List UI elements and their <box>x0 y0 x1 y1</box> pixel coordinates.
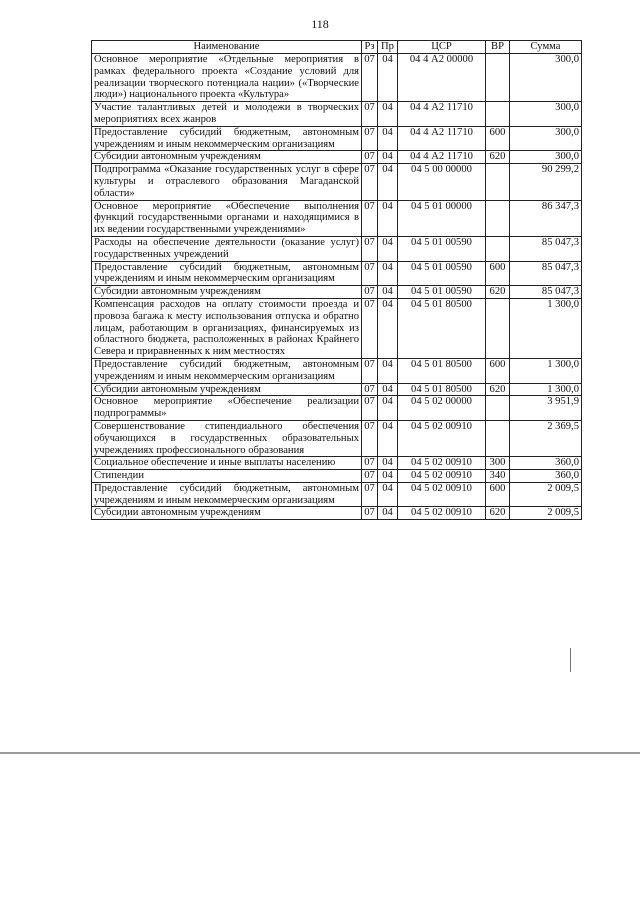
cell-vr <box>486 236 510 261</box>
header-name: Наименование <box>92 41 362 54</box>
table-row <box>92 482 582 507</box>
cell-name: Совершенствование стипендиального обеспечения обучающихся в государственных образовательных учреждениях профессионального образования <box>92 420 362 456</box>
cell-name: Расходы на обеспечение деятельности (оказание услуг) государственных учреждений <box>92 236 362 261</box>
cell-pr: 04 <box>378 482 398 507</box>
cell-sum: 1 300,0 <box>510 298 582 358</box>
cell-rz: 07 <box>362 457 378 470</box>
table-row <box>92 470 582 483</box>
cell-name: Участие талантливых детей и молодежи в творческих мероприятиях всех жанров <box>92 102 362 127</box>
cell-rz: 07 <box>362 126 378 151</box>
cell-csr: 04 4 А2 11710 <box>398 151 486 164</box>
cell-csr: 04 5 02 00910 <box>398 507 486 520</box>
cell-name: Субсидии автономным учреждениям <box>92 151 362 164</box>
header-rz: Рз <box>362 41 378 54</box>
cell-sum: 300,0 <box>510 151 582 164</box>
cell-sum: 2 009,5 <box>510 482 582 507</box>
scan-mark <box>570 648 571 672</box>
cell-csr: 04 5 02 00910 <box>398 457 486 470</box>
table-row <box>92 457 582 470</box>
page-divider <box>0 752 640 754</box>
cell-csr: 04 4 А2 11710 <box>398 126 486 151</box>
cell-csr: 04 5 01 80500 <box>398 298 486 358</box>
cell-name: Субсидии автономным учреждениям <box>92 383 362 396</box>
cell-rz: 07 <box>362 164 378 200</box>
cell-name: Основное мероприятие «Отдельные мероприятия в рамках федерального проекта «Создание условий для реализации творческого потенциала нации» («Творческие люди») национального проекта «Культура» <box>92 54 362 102</box>
cell-vr <box>486 164 510 200</box>
cell-rz: 07 <box>362 286 378 299</box>
cell-rz: 07 <box>362 54 378 102</box>
cell-vr: 340 <box>486 470 510 483</box>
table-row <box>92 286 582 299</box>
table-row <box>92 507 582 520</box>
cell-rz: 07 <box>362 236 378 261</box>
cell-rz: 07 <box>362 200 378 236</box>
cell-sum: 85 047,3 <box>510 286 582 299</box>
cell-sum: 2 009,5 <box>510 507 582 520</box>
cell-sum: 85 047,3 <box>510 236 582 261</box>
cell-rz: 07 <box>362 358 378 383</box>
cell-name: Предоставление субсидий бюджетным, автономным учреждениям и иным некоммерческим организациям <box>92 482 362 507</box>
cell-rz: 07 <box>362 420 378 456</box>
cell-pr: 04 <box>378 420 398 456</box>
cell-pr: 04 <box>378 298 398 358</box>
cell-sum: 3 951,9 <box>510 396 582 421</box>
cell-sum: 2 369,5 <box>510 420 582 456</box>
cell-name: Социальное обеспечение и иные выплаты населению <box>92 457 362 470</box>
cell-sum: 85 047,3 <box>510 261 582 286</box>
cell-rz: 07 <box>362 151 378 164</box>
cell-name: Стипендии <box>92 470 362 483</box>
cell-csr: 04 5 01 80500 <box>398 358 486 383</box>
cell-rz: 07 <box>362 261 378 286</box>
cell-csr: 04 5 01 80500 <box>398 383 486 396</box>
cell-vr: 600 <box>486 261 510 286</box>
table-row <box>92 200 582 236</box>
cell-csr: 04 4 А2 00000 <box>398 54 486 102</box>
cell-csr: 04 5 02 00910 <box>398 470 486 483</box>
cell-vr: 620 <box>486 286 510 299</box>
cell-vr: 600 <box>486 126 510 151</box>
cell-csr: 04 5 02 00000 <box>398 396 486 421</box>
cell-vr <box>486 396 510 421</box>
table-row <box>92 358 582 383</box>
cell-vr: 620 <box>486 507 510 520</box>
cell-pr: 04 <box>378 396 398 421</box>
cell-csr: 04 4 А2 11710 <box>398 102 486 127</box>
cell-sum: 360,0 <box>510 470 582 483</box>
cell-vr <box>486 54 510 102</box>
table-body <box>92 54 582 520</box>
cell-sum: 90 299,2 <box>510 164 582 200</box>
table-row <box>92 420 582 456</box>
table-row <box>92 298 582 358</box>
cell-sum: 300,0 <box>510 102 582 127</box>
header-pr: Пр <box>378 41 398 54</box>
cell-pr: 04 <box>378 54 398 102</box>
page-number: 118 <box>311 17 329 31</box>
cell-name: Предоставление субсидий бюджетным, автономным учреждениям и иным некоммерческим организациям <box>92 126 362 151</box>
cell-pr: 04 <box>378 200 398 236</box>
cell-name: Субсидии автономным учреждениям <box>92 507 362 520</box>
cell-sum: 360,0 <box>510 457 582 470</box>
cell-pr: 04 <box>378 102 398 127</box>
cell-csr: 04 5 02 00910 <box>398 482 486 507</box>
table-row <box>92 54 582 102</box>
cell-csr: 04 5 02 00910 <box>398 420 486 456</box>
cell-name: Подпрограмма «Оказание государственных услуг в сфере культуры и отраслевого образования Магаданской области» <box>92 164 362 200</box>
cell-rz: 07 <box>362 470 378 483</box>
cell-vr: 620 <box>486 383 510 396</box>
cell-name: Компенсация расходов на оплату стоимости проезда и провоза багажа к месту использования отпуска и обратно лицам, работающим в организациях, финансируемых из областного бюджета, расположенных в районах Крайнего Севера и приравненных к ним местностях <box>92 298 362 358</box>
cell-rz: 07 <box>362 507 378 520</box>
cell-rz: 07 <box>362 383 378 396</box>
cell-csr: 04 5 01 00590 <box>398 261 486 286</box>
cell-csr: 04 5 01 00000 <box>398 200 486 236</box>
cell-pr: 04 <box>378 286 398 299</box>
cell-vr <box>486 420 510 456</box>
table-row <box>92 102 582 127</box>
cell-name: Предоставление субсидий бюджетным, автономным учреждениям и иным некоммерческим организациям <box>92 261 362 286</box>
cell-vr <box>486 298 510 358</box>
cell-vr: 620 <box>486 151 510 164</box>
header-sum: Сумма <box>510 41 582 54</box>
cell-name: Предоставление субсидий бюджетным, автономным учреждениям и иным некоммерческим организациям <box>92 358 362 383</box>
cell-pr: 04 <box>378 470 398 483</box>
cell-pr: 04 <box>378 383 398 396</box>
table-row <box>92 396 582 421</box>
cell-vr: 600 <box>486 358 510 383</box>
cell-csr: 04 5 01 00590 <box>398 286 486 299</box>
cell-vr <box>486 200 510 236</box>
cell-rz: 07 <box>362 102 378 127</box>
cell-sum: 300,0 <box>510 126 582 151</box>
cell-sum: 1 300,0 <box>510 358 582 383</box>
cell-pr: 04 <box>378 236 398 261</box>
table-row <box>92 126 582 151</box>
header-csr: ЦСР <box>398 41 486 54</box>
table-row <box>92 151 582 164</box>
cell-rz: 07 <box>362 396 378 421</box>
header-row <box>92 41 582 54</box>
cell-pr: 04 <box>378 457 398 470</box>
cell-csr: 04 5 01 00590 <box>398 236 486 261</box>
cell-pr: 04 <box>378 507 398 520</box>
table-header <box>92 41 582 54</box>
cell-rz: 07 <box>362 298 378 358</box>
table-row <box>92 236 582 261</box>
cell-pr: 04 <box>378 358 398 383</box>
table-row <box>92 383 582 396</box>
cell-pr: 04 <box>378 126 398 151</box>
cell-pr: 04 <box>378 164 398 200</box>
cell-vr: 600 <box>486 482 510 507</box>
table-row <box>92 261 582 286</box>
cell-vr <box>486 102 510 127</box>
cell-rz: 07 <box>362 482 378 507</box>
cell-pr: 04 <box>378 261 398 286</box>
header-vr: ВР <box>486 41 510 54</box>
cell-vr: 300 <box>486 457 510 470</box>
cell-name: Основное мероприятие «Обеспечение выполнения функций государственными органами и находящимися в их ведении государственными учреждениями» <box>92 200 362 236</box>
budget-table <box>91 40 582 520</box>
cell-pr: 04 <box>378 151 398 164</box>
cell-name: Основное мероприятие «Обеспечение реализации подпрограммы» <box>92 396 362 421</box>
table-row <box>92 164 582 200</box>
cell-sum: 86 347,3 <box>510 200 582 236</box>
cell-sum: 300,0 <box>510 54 582 102</box>
cell-name: Субсидии автономным учреждениям <box>92 286 362 299</box>
cell-sum: 1 300,0 <box>510 383 582 396</box>
cell-csr: 04 5 00 00000 <box>398 164 486 200</box>
